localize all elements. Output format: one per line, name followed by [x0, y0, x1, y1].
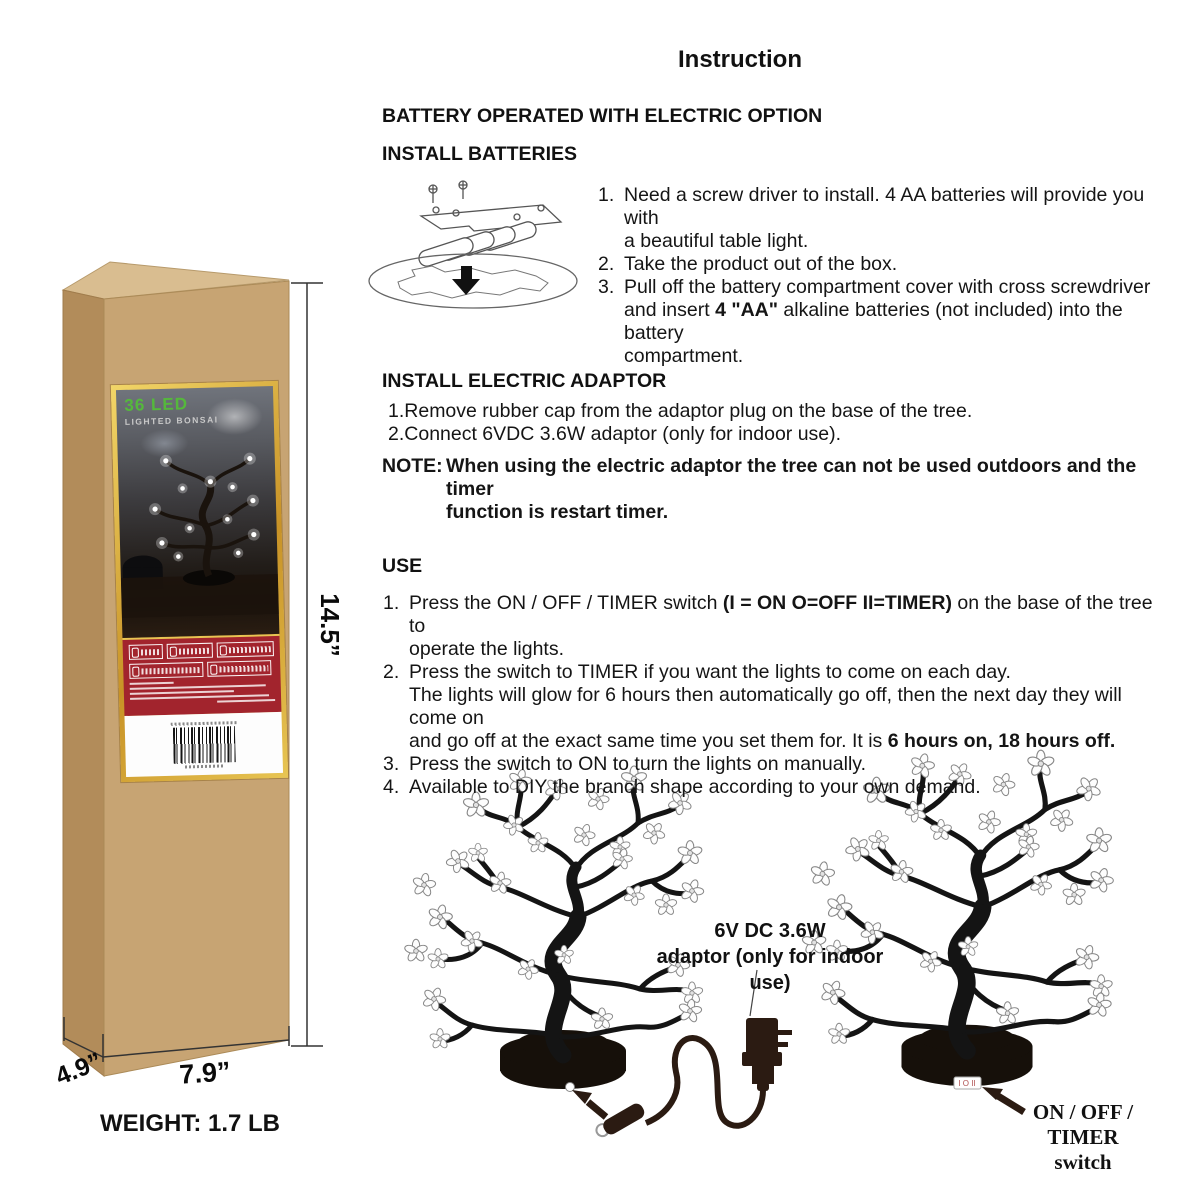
list-item: 3. Press the switch to ON to turn the lights on manually.	[383, 753, 867, 775]
list-item: 1. Need a screw driver to install. 4 AA batteries will provide you with a beautiful table light.	[598, 184, 1145, 252]
list-item: 2. Press the switch to TIMER if you want the lights to come on each day. The lights will glow for 6 hours then automatically go off, then the next day they will come on and go off at the exact same time you set them for. It is 6 hours on, 18 hours off.	[383, 661, 1122, 752]
svg-text:I O II: I O II	[958, 1079, 976, 1088]
photo-tree-art	[117, 414, 279, 618]
list-item: 1. Press the ON / OFF / TIMER switch (I = ON O=OFF II=TIMER) on the base of the tree to operate the lights.	[383, 592, 1153, 660]
label-barcode-panel	[124, 712, 283, 777]
package-photo	[116, 386, 279, 638]
barcode	[172, 726, 235, 764]
list-item: 2. Take the product out of the box.	[598, 253, 898, 275]
list-item: 1.Remove rubber cap from the adaptor plug on the base of the tree.	[388, 400, 973, 422]
feature-icon-box	[129, 644, 164, 660]
label-product-name: LIGHTED BONSAI	[124, 414, 219, 427]
feature-icon-box	[167, 643, 213, 659]
feature-icon-box	[217, 641, 274, 657]
feature-icon-box	[207, 660, 271, 677]
weight-label: WEIGHT: 1.7 LB	[100, 1110, 281, 1137]
battery-diagram	[369, 181, 577, 308]
timer-switch	[954, 1077, 981, 1089]
heading-install-batteries: INSTALL BATTERIES	[382, 143, 577, 165]
heading-use: USE	[382, 555, 423, 577]
adaptor-callout: 6V DC 3.6W adaptor (only for indoor use)	[656, 920, 884, 994]
screw-icon	[429, 181, 467, 203]
batteries	[417, 220, 538, 269]
label-feature-panel	[122, 634, 281, 716]
heading-install-adaptor: INSTALL ELECTRIC ADAPTOR	[382, 370, 667, 392]
wall-adaptor-icon	[742, 1018, 792, 1091]
dimension-height: 14.5”	[315, 593, 345, 657]
heading-battery-option: BATTERY OPERATED WITH ELECTRIC OPTION	[382, 105, 823, 127]
barrel-connector-icon	[594, 1101, 647, 1141]
label-led-count: 36 LED	[124, 394, 189, 415]
plate-screws	[433, 205, 544, 220]
note-block: NOTE: When using the electric adaptor the tree can not be used outdoors and the timer function is restart timer.	[382, 455, 1137, 523]
list-item: 4. Available to DIY the branch shape according to your own demand.	[383, 776, 981, 798]
power-jack	[566, 1083, 575, 1092]
dimension-depth: 4.9”	[51, 1047, 106, 1091]
page-title: Instruction	[678, 46, 802, 73]
switch-callout: ON / OFF / TIMER switch	[1032, 1100, 1134, 1174]
package-label	[111, 381, 288, 782]
use-steps-list	[383, 592, 1173, 799]
list-item: 2.Connect 6VDC 3.6W adaptor (only for indoor use).	[388, 423, 842, 445]
plug-arrow-icon	[572, 1090, 606, 1117]
battery-steps-list	[598, 184, 1158, 368]
list-item: 3. Pull off the battery compartment cover with cross screwdriver and insert 4 "AA" alkaline batteries (not included) into the battery compartment.	[598, 276, 1151, 367]
dimension-width: 7.9”	[178, 1056, 232, 1090]
adaptor-steps-list	[388, 400, 1148, 446]
power-cable	[646, 1038, 763, 1126]
feature-icon-box	[129, 662, 203, 679]
